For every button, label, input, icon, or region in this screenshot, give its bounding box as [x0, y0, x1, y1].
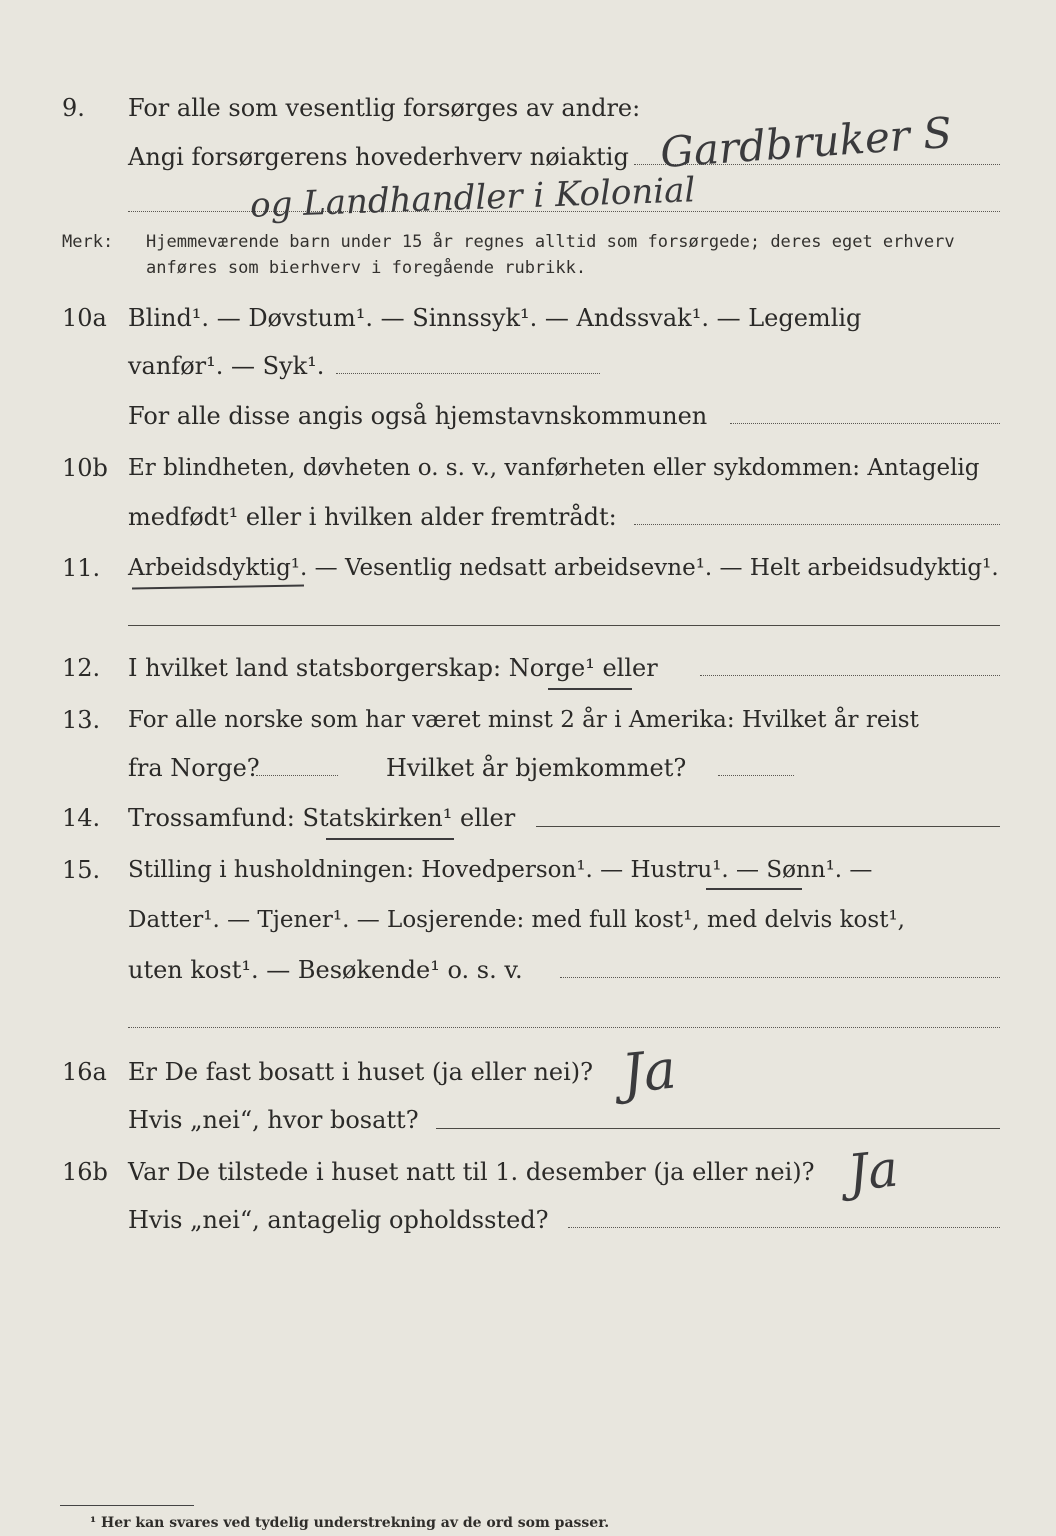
q12-text-1: I hvilket land statsborgerskap: Norge¹ eller — [128, 654, 658, 682]
q16a-text-1: Er De fast bosatt i huset (ja eller nei)? — [128, 1058, 594, 1086]
q13-answer-line-1 — [256, 775, 338, 776]
q11-row-1 — [0, 548, 1056, 588]
q16a-answer-line — [436, 1128, 1000, 1129]
q15-row-3 — [0, 950, 1056, 990]
q16b-number: 16b — [62, 1158, 108, 1186]
q10a-row-3 — [0, 396, 1056, 436]
q10b-text-2: medfødt¹ eller i hvilken alder fremtrådt: — [128, 503, 617, 531]
q14-answer-line — [536, 826, 1000, 827]
q9-handwritten-answer-2: og Landhandler i Kolonial — [249, 170, 696, 226]
q9-number: 9. — [62, 94, 85, 122]
q10a-text-3: For alle disse angis også hjemstavnskommunen — [128, 402, 708, 430]
q16a-row-2 — [0, 1100, 1056, 1140]
q16a-handwritten-answer: Ja — [618, 1037, 679, 1106]
q16b-handwritten-answer: Ja — [845, 1139, 901, 1203]
q15-row-1 — [0, 850, 1056, 890]
q15-row-2 — [0, 900, 1056, 940]
q11-number: 11. — [62, 554, 101, 582]
q16b-text-1: Var De tilstede i huset natt til 1. desember (ja eller nei)? — [128, 1158, 815, 1186]
q13-text-2a: fra Norge? — [128, 754, 260, 782]
q15-answer-line-2 — [128, 1027, 1000, 1028]
footnote-rule — [60, 1505, 194, 1506]
q10a-answer-line-1 — [336, 373, 600, 374]
q16a-row-1 — [0, 1052, 1056, 1092]
q16b-answer-line — [568, 1227, 1000, 1228]
q9-text-1: For alle som vesentlig forsørges av andre: — [128, 94, 641, 122]
q11-answer-line — [128, 625, 1000, 626]
q10b-row-1 — [0, 448, 1056, 488]
q14-row-1 — [0, 798, 1056, 838]
q14-number: 14. — [62, 804, 101, 832]
q11-text-1: Arbeidsdyktig¹. — Vesentlig nedsatt arbeidsevne¹. — Helt arbeidsudyktig¹. — [128, 555, 999, 581]
q12-row-1 — [0, 648, 1056, 688]
q9-text-2: Angi forsørgerens hovederhverv nøiaktig — [128, 143, 629, 171]
q13-row-1 — [0, 700, 1056, 740]
q12-answer-line — [700, 675, 1000, 676]
q10a-number: 10a — [62, 304, 107, 332]
q10a-row-2 — [0, 346, 1056, 386]
q10b-number: 10b — [62, 454, 108, 482]
q10a-answer-line-2 — [730, 423, 1000, 424]
q10b-row-2 — [0, 497, 1056, 537]
q12-handwritten-underline — [548, 688, 632, 690]
q15-text-3: uten kost¹. — Besøkende¹ o. s. v. — [128, 956, 523, 984]
q14-text-1: Trossamfund: Statskirken¹ eller — [128, 804, 516, 832]
q15-number: 15. — [62, 856, 101, 884]
q12-number: 12. — [62, 654, 101, 682]
q16a-text-2: Hvis „nei“, hvor bosatt? — [128, 1106, 419, 1134]
q16a-number: 16a — [62, 1058, 107, 1086]
q15-handwritten-underline — [706, 888, 802, 890]
footnote: ¹ Her kan svares ved tydelig understrekning av de ord som passer. — [90, 1515, 610, 1531]
q13-number: 13. — [62, 706, 101, 734]
merk-label: Merk: — [62, 232, 114, 252]
q13-text-2b: Hvilket år bjemkommet? — [386, 754, 687, 782]
q10a-row-1 — [0, 298, 1056, 338]
q13-row-2 — [0, 748, 1056, 788]
q10b-text-1: Er blindheten, døvheten o. s. v., vanførheten eller sykdommen: Antagelig — [128, 455, 980, 481]
q15-text-2: Datter¹. — Tjener¹. — Losjerende: med full kost¹, med delvis kost¹, — [128, 907, 905, 933]
q9-handwritten-answer-1: Gardbruker S — [658, 107, 954, 178]
q16b-row-2 — [0, 1200, 1056, 1240]
q15-text-1: Stilling i husholdningen: Hovedperson¹. — Hustru¹. — Sønn¹. — — [128, 857, 873, 883]
q10b-answer-line — [634, 524, 1000, 525]
q10a-text-2: vanfør¹. — Syk¹. — [128, 352, 325, 380]
q13-text-1: For alle norske som har været minst 2 år i Amerika: Hvilket år reist — [128, 707, 919, 733]
q15-answer-line-1 — [560, 977, 1000, 978]
q13-answer-line-2 — [718, 775, 794, 776]
q10a-text-1: Blind¹. — Døvstum¹. — Sinnssyk¹. — Andssvak¹. — Legemlig — [128, 304, 862, 332]
q16b-text-2: Hvis „nei“, antagelig opholdssted? — [128, 1206, 549, 1234]
q14-handwritten-underline — [326, 838, 454, 840]
merk-text-2: anføres som bierhverv i foregående rubrikk. — [146, 258, 587, 278]
merk-text-1: Hjemmeværende barn under 15 år regnes alltid som forsørgede; deres eget erhverv — [146, 232, 955, 252]
